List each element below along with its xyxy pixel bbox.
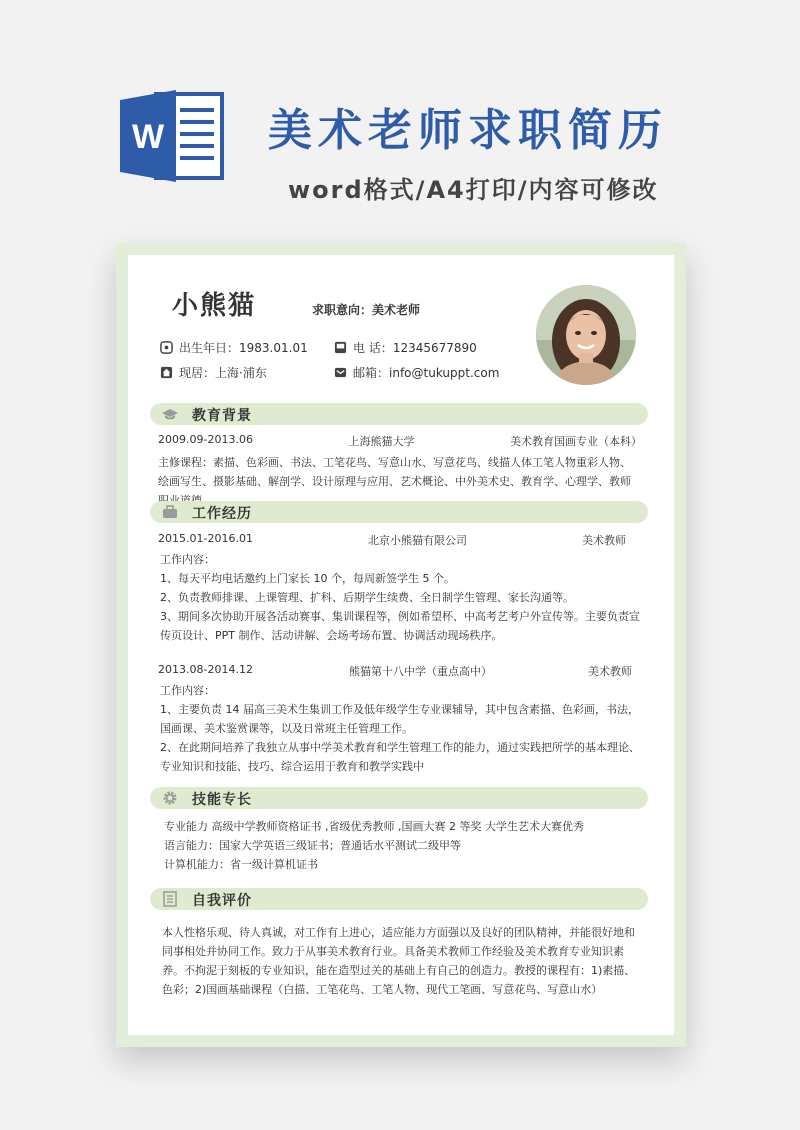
section-title: 教育背景 — [192, 408, 252, 424]
email-info — [334, 364, 499, 381]
portrait-image — [536, 285, 636, 385]
education-period: 2009.09-2013.06 — [158, 433, 253, 446]
phone-info — [334, 339, 477, 356]
job-role: 美术教师 — [581, 534, 626, 547]
job-company: 熊猫第十八中学（重点高中） — [348, 665, 492, 678]
skill-line: 计算机能力：省一级计算机证书 — [164, 858, 318, 871]
job-item: 3、期间多次协助开展各活动赛事、集训课程等，例如希望杯、中高考艺考户外宣传等。主要负责宣传页设计、PPT 制作、活动讲解、会场考场布置、协调活动现场秩序。 — [160, 610, 640, 642]
education-row — [158, 433, 642, 449]
skill-line: 语言能力：国家大学英语三级证书；普通话水平测试二级甲等 — [164, 839, 461, 852]
job-content-label: 工作内容： — [160, 553, 215, 566]
education-courses: 主修课程：素描、色彩画、书法、工笔花鸟、写意山水、写意花鸟、线描人体工笔人物重彩人物、绘画写生、摄影基础、解剖学、设计原理与应用、艺术概论、中外美术史、教育学、心理学、教师 — [158, 456, 631, 488]
email-text: 邮箱：info@tukuppt.com — [353, 366, 500, 380]
job-period: 2015.01-2016.01 — [158, 532, 253, 545]
job-company: 北京小熊猫有限公司 — [367, 534, 467, 547]
job-item: 1、主要负责 14 届高三美术生集训工作及低年级学生专业课辅导，其中包含素描、色彩画，书法，国画课、美术鉴赏课等，以及日常班主任管理工作。 — [160, 703, 639, 735]
section-title: 工作经历 — [192, 506, 252, 522]
word-logo-icon — [118, 86, 228, 186]
job-intent: 求职意向：美术老师 — [312, 303, 421, 317]
self-evaluation-text: 本人性格乐观、待人真诚，对工作有上进心，适应能力方面强以及良好的团队精神，并能很好地和同事相处并协同工作。致力于从事美术教育行业。具备美术教师工作经验及美术教育专业知识素养。不拘泥于刻板的专业知识，能在造型过关的基础上有自己的创造力。教授的课程有：1)素描、色彩；2)国画基础课程（白描、工笔花鸟、工笔人物、现代工笔画、写意花鸟、写意山水） — [162, 926, 636, 996]
mail-icon — [334, 366, 347, 379]
job-role: 美术教师 — [587, 665, 632, 678]
phone-text: 电 话：12345677890 — [353, 341, 477, 355]
page-header — [0, 0, 800, 240]
job-item: 2、在此期间培养了我独立从事中学美术教育和学生管理工作的能力，通过实践把所学的基本理论、专业知识和技能、技巧、综合运用于教育和教学实践中 — [160, 741, 640, 773]
applicant-name: 小熊猫 — [172, 291, 257, 321]
section-education — [150, 403, 648, 425]
job-details — [160, 681, 640, 776]
graduation-cap-icon — [162, 406, 178, 422]
section-skills — [150, 787, 648, 809]
avatar — [536, 285, 636, 385]
document-icon — [162, 891, 178, 907]
job-item: 1、每天平均电话邀约上门家长 10 个，每周新签学生 5 个。 — [160, 572, 455, 585]
location-text: 现居：上海·浦东 — [179, 366, 267, 380]
section-title: 技能专长 — [192, 792, 252, 808]
job-content-label: 工作内容： — [160, 684, 215, 697]
section-work — [150, 501, 648, 523]
section-self-evaluation — [150, 888, 648, 910]
location-info — [160, 364, 267, 381]
calendar-icon — [160, 341, 173, 354]
skills-list — [164, 817, 644, 874]
job-details — [160, 550, 640, 645]
job-item: 2、负责教师排课、上课管理、扩科、后期学生续费、全日制学生管理、家长沟通等。 — [160, 591, 574, 604]
resume-card — [128, 255, 674, 1035]
word-logo-letter: W — [131, 118, 165, 156]
home-icon — [160, 366, 173, 379]
job-period: 2013.08-2014.12 — [158, 663, 253, 676]
gear-icon — [162, 790, 178, 806]
briefcase-icon — [162, 504, 178, 520]
birth-text: 出生年日：1983.01.01 — [179, 341, 308, 355]
job-row — [158, 532, 642, 548]
education-school: 上海熊猫大学 — [348, 435, 415, 448]
page-subtitle: word格式/A4打印/内容可修改 — [288, 176, 659, 204]
birth-info — [160, 339, 308, 356]
job-row — [158, 663, 642, 679]
section-title: 自我评价 — [192, 893, 252, 909]
phone-icon — [334, 341, 347, 354]
skill-line: 专业能力 高级中学教师资格证书 ,省级优秀教师 ,国画大赛 2 等奖 大学生艺术大赛优秀 — [164, 820, 584, 833]
education-major: 美术教育国画专业（本科） — [509, 435, 642, 448]
page-title: 美术老师求职简历 — [268, 105, 668, 156]
